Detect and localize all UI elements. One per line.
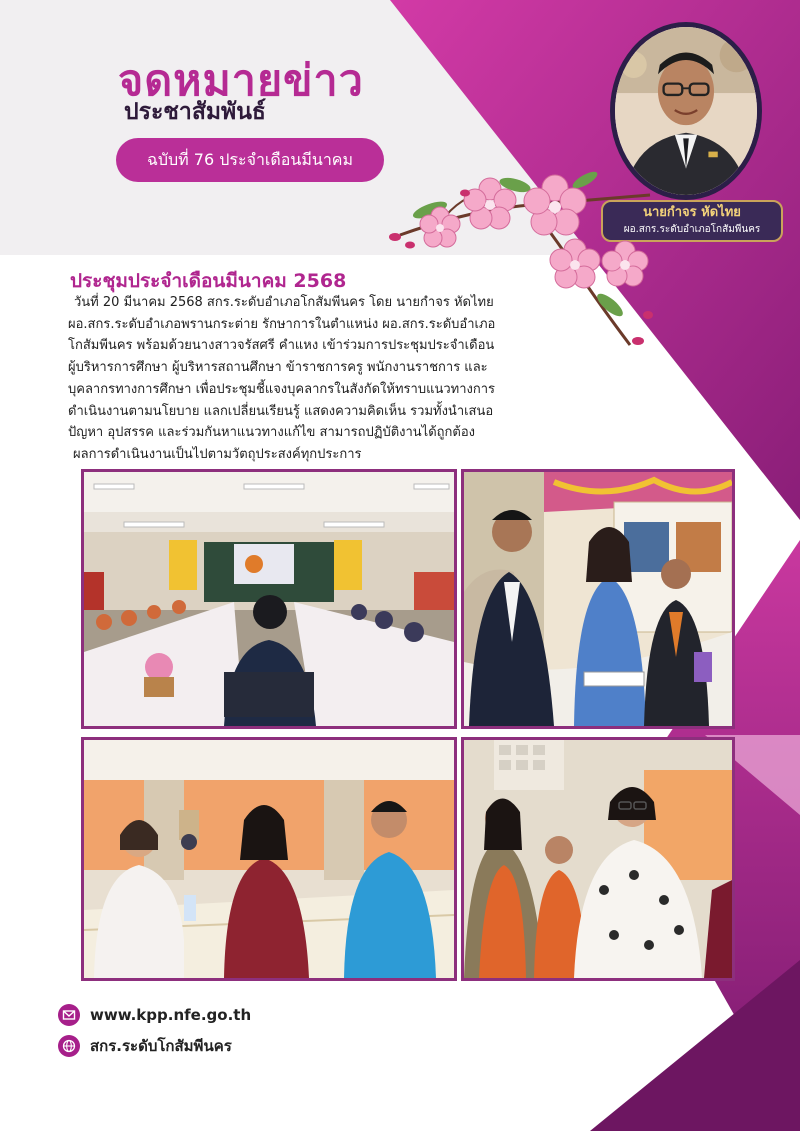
seated-attendees-photo <box>81 737 457 981</box>
article-line: ปัญหา อุปสรรค และร่วมกันหาแนวทางแก้ไข สามารถปฏิบัติงานได้ถูกต้อง <box>68 425 475 441</box>
article-line: บุคลากรทางการศึกษา เพื่อประชุมชี้แจงบุคลากรในสังกัดให้ทราบแนวทางการ <box>68 381 496 397</box>
page-name-link[interactable]: สกร.ระดับโกสัมพีนคร <box>90 1037 232 1055</box>
article-line: ผลการดำเนินงานเป็นไปตามวัตถุประสงค์ทุกประการ <box>73 446 362 462</box>
article-line: วันที่ 20 มีนาคม 2568 สกร.ระดับอำเภอโกสัมพีนคร โดย นายกำจร หัดไทย <box>74 295 494 310</box>
newsletter-title: จดหมายข่าว <box>118 56 364 106</box>
article-body <box>68 292 566 466</box>
standing-participants-photo <box>461 737 735 981</box>
article-heading: ประชุมประจำเดือนมีนาคม 2568 <box>70 270 347 292</box>
director-position: ผอ.สกร.ระดับอำเภอโกสัมพีนคร <box>623 224 761 235</box>
director-name: นายกำจร หัดไทย <box>643 205 741 220</box>
footer-page <box>58 1034 232 1058</box>
meeting-hall-photo <box>81 469 457 729</box>
article-line: ผอ.สกร.ระดับอำเภอพรานกระต่าย รักษาการในตำแหน่ง ผอ.สกร.ระดับอำเภอ <box>68 316 496 332</box>
website-link[interactable]: www.kpp.nfe.go.th <box>90 1006 252 1024</box>
footer-website <box>58 1004 251 1026</box>
article-line: ดำเนินงานตามนโยบาย แลกเปลี่ยนเรียนรู้ แสดงความคิดเห็น รวมทั้งนำเสนอ <box>68 403 494 419</box>
article-line: โกสัมพีนคร พร้อมด้วยนางสาวจรัสศรี คำแหง เข้าร่วมการประชุมประจำเดือน <box>68 338 495 354</box>
newsletter-subtitle: ประชาสัมพันธ์ <box>124 99 266 125</box>
article-line: ผู้บริหารการศึกษา ผู้บริหารสถานศึกษา ข้าราชการครู พนักงานราชการ และ <box>68 360 488 376</box>
issue-badge: ฉบับที่ 76 ประจำเดือนมีนาคม <box>116 138 384 182</box>
globe-icon <box>58 1035 80 1057</box>
mail-icon <box>58 1004 80 1026</box>
greeting-ceremony-photo <box>461 469 735 729</box>
